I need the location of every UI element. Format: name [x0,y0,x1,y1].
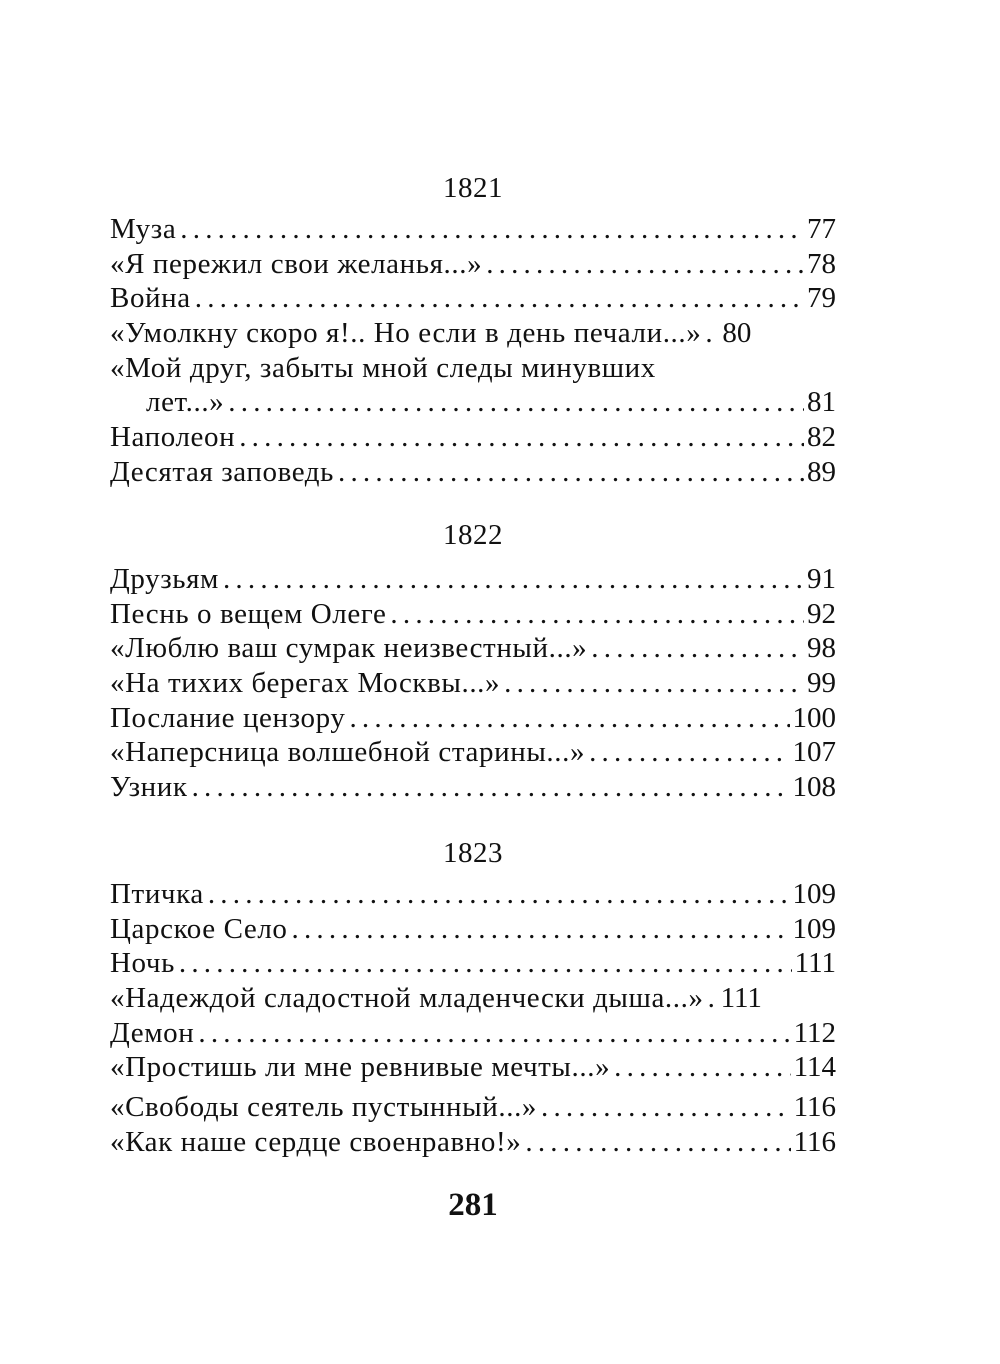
entry-page: 99 [807,667,836,700]
dot-leader [223,562,804,597]
entry-title: Песнь о вещем Олеге [110,597,387,630]
section-year-1822: 1822 [443,519,503,551]
toc-entry [110,877,836,912]
dot-leader [708,981,718,1016]
toc-entry [110,735,836,770]
toc-entry [110,981,836,1016]
toc-list-1821 [110,212,836,490]
entry-page: 89 [807,455,836,488]
entry-page: 92 [807,597,836,630]
entry-title: «Свободы сеятель пустынный...» [110,1091,538,1124]
dot-leader [589,735,789,770]
entry-title: Узник [110,771,188,804]
toc-entry [110,1050,836,1085]
entry-page: 80 [722,317,752,350]
toc-entry [110,281,836,316]
entry-title: Наполеон [110,421,236,454]
dot-leader [486,247,804,282]
dot-leader [180,212,804,247]
entry-page: 111 [720,982,762,1015]
entry-title: «Мой друг, забыты мной следы минувших [110,351,656,384]
dot-leader [614,1050,790,1085]
entry-page: 107 [792,736,836,769]
entry-page: 109 [792,878,836,910]
entry-title: «На тихих берегах Москвы...» [110,667,501,700]
entry-title: «Люблю ваш сумрак неизвестный...» [110,632,588,665]
dot-leader [292,912,790,947]
entry-title: Война [110,282,191,315]
entry-title: Царское Село [110,912,288,945]
entry-page: 82 [807,421,836,454]
entry-title: «Я пережил свои желанья...» [110,247,483,280]
toc-entry [110,701,836,736]
entry-title: Птичка [110,878,204,910]
entry-page: 111 [794,947,836,980]
toc-entry [110,1090,836,1125]
entry-page: 79 [807,282,836,315]
entry-page: 91 [807,563,836,595]
entry-title: «Наперсница волшебной старины...» [110,736,586,769]
toc-list-1822 [110,562,836,805]
entry-page: 109 [792,912,836,945]
entry-page: 81 [807,386,836,419]
dot-leader [228,385,804,420]
entry-page: 78 [807,247,836,280]
toc-list-1823 [110,877,836,1160]
entry-title: Десятая заповедь [110,455,334,488]
dot-leader [591,631,804,666]
entry-page: 98 [807,632,836,665]
entry-page: 116 [793,1091,836,1124]
entry-title: «Как наше сердце своенравно!» [110,1125,522,1158]
section-year-1821: 1821 [443,172,503,204]
toc-page [110,0,836,1364]
toc-entry [110,770,836,805]
dot-leader [525,1125,790,1160]
toc-entry [110,316,836,351]
toc-entry [110,351,836,420]
wrapped-entry [110,351,836,420]
entry-page: 112 [793,1016,836,1049]
entry-title: Муза [110,213,177,245]
dot-leader [239,420,804,455]
entry-title: Послание цензору [110,701,346,734]
toc-entry [110,247,836,282]
entry-title: «Надеждой сладостной младенчески дыша...» [110,982,704,1015]
toc-entry [110,1125,836,1160]
dot-leader [179,946,792,981]
toc-entry [110,912,836,947]
toc-entry [110,946,836,981]
entry-title: Демон [110,1016,195,1049]
page-number: 281 [448,1187,498,1223]
toc-entry [110,597,836,632]
entry-title-continued: лет...» [146,386,225,419]
toc-entry [110,1016,836,1051]
dot-leader [208,877,790,912]
dot-leader [705,316,719,351]
entry-page: 116 [793,1125,836,1158]
dot-leader [504,666,804,701]
dot-leader [198,1016,790,1051]
entry-continuation [110,385,836,420]
dot-leader [195,281,804,316]
entry-page: 100 [792,701,836,734]
entry-page: 77 [807,213,836,245]
toc-entry [110,212,836,247]
toc-entry [110,420,836,455]
dot-leader [192,770,790,805]
entry-title: «Умолкну скоро я!.. Но если в день печали...» [110,317,702,350]
entry-title: «Простишь ли мне ревнивые мечты...» [110,1051,611,1084]
toc-entry [110,631,836,666]
toc-entry [110,562,836,597]
dot-leader [349,701,789,736]
entry-page: 114 [793,1051,836,1084]
dot-leader [390,597,804,632]
dot-leader [338,455,804,490]
entry-title: Друзьям [110,563,219,595]
toc-entry [110,666,836,701]
toc-entry [110,455,836,490]
dot-leader [541,1090,791,1125]
entry-page: 108 [792,771,836,804]
section-year-1823: 1823 [443,837,503,869]
entry-title: Ночь [110,947,175,980]
